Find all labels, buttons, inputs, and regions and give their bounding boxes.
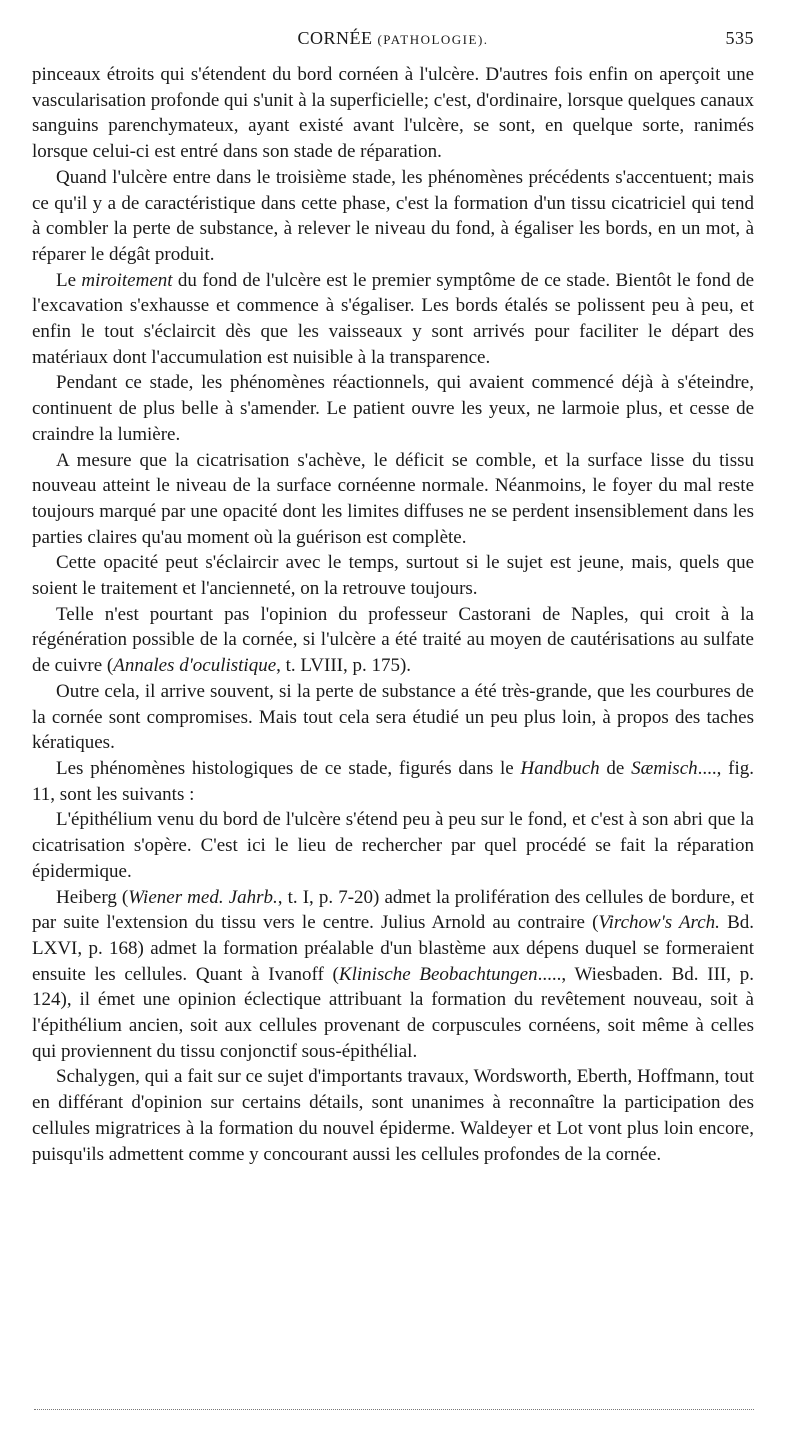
paragraph-11-c: ....., Wiesbaden. Bd. III, p. 124), il émet une opinion éclectique attribuant la formation du revêtement nouveau, soit à l'épithélium ancien, soit aux cellules provenant de corpuscules cornéens, soit même à celles qui proviennent du tissu conjonctif sous-épithélial. xyxy=(32,963,754,1062)
page-number: 535 xyxy=(725,28,754,48)
paragraph-3 xyxy=(32,268,754,371)
header-title xyxy=(32,28,754,49)
paragraph-11 xyxy=(32,885,754,1065)
paragraph-7-tail: , t. LVIII, p. 175). xyxy=(276,655,412,677)
paragraph-4: Pendant ce stade, les phénomènes réactionnels, qui avaient commencé déjà à s'éteindre, continuent de plus belle à s'amender. Le patient ouvre les yeux, ne larmoie plus, et cesse de craindre la lumière. xyxy=(32,372,754,445)
paragraph-6: Cette opacité peut s'éclaircir avec le temps, surtout si le sujet est jeune, mais, quels que soient le traitement et l'ancienneté, on la retrouve toujours. xyxy=(32,552,754,600)
citation-saemisch: Sæmisch xyxy=(631,757,698,779)
paragraph-9-tail: ...., fig. 11, sont les suivants : xyxy=(32,757,754,805)
paragraph-3-emphasis: miroitement xyxy=(81,269,173,291)
paragraph-7 xyxy=(32,602,754,679)
paragraph-1: pinceaux étroits qui s'étendent du bord cornéen à l'ulcère. D'autres fois enfin on aperçoit une vascularisation profonde qui s'unit à la superficielle; c'est, d'ordinaire, lorsque quelques canaux sanguins parenchymateux, ayant existé avant l'ulcère, se sont, en quelque sorte, ranimés lorsque celui-ci est entré dans son stade de réparation. xyxy=(32,64,755,163)
paragraph-3-lead: Le xyxy=(56,269,82,291)
paragraph-3-body: Bientôt le fond de l'excavation s'exhausse et commence à s'égaliser. Les bords étalés se polissent peu à peu, et enfin le tout s'éclaircit dès que les vaisseaux y sont arrivés pour faciliter le départ des matériaux dont l'accumulation est nuisible à la transparence. xyxy=(32,269,755,368)
citation-klinische: Klinische Beobachtungen xyxy=(338,963,538,985)
citation-annales: Annales d'oculistique xyxy=(113,655,277,677)
paragraph-5: A mesure que la cicatrisation s'achève, le déficit se comble, et la surface lisse du tissu nouveau atteint le niveau de la surface cornéenne normale. Néanmoins, le foyer du mal reste toujours marqué par une opacité dont les limites diffuses ne se perdent insensiblement dans les parties claires qu'au moment où la guérison est complète. xyxy=(32,449,754,548)
paragraph-9-mid: de xyxy=(599,757,632,779)
paragraph-11-b: Bd. LXVI, p. 168) admet la formation préalable d'un blastème aux dépens duquel se formeraient ensuite les cellules. Quant à Ivanoff ( xyxy=(32,912,754,985)
paragraph-10: L'épithélium venu du bord de l'ulcère s'étend peu à peu sur le fond, et c'est à son abri que la cicatrisation s'opère. C'est ici le lieu de rechercher par quel procédé se fait la réparation épidermique. xyxy=(32,809,754,882)
paragraph-11-lead: Heiberg ( xyxy=(56,886,129,908)
paragraph-3-lead-tail: du fond de l'ulcère est le premier symptôme de ce stade. xyxy=(172,269,616,291)
body-text xyxy=(32,62,754,1167)
header-title-sub: (PATHOLOGIE). xyxy=(377,32,489,47)
paragraph-9 xyxy=(32,756,754,807)
paragraph-12: Schalygen, qui a fait sur ce sujet d'importants travaux, Wordsworth, Eberth, Hoffmann, tout en différant d'opinion sur certains détails, sont unanimes à reconnaître la participation des cellules migratrices à la formation du nouvel épiderme. Waldeyer et Lot vont plus loin encore, puisqu'ils admettent comme y concourant aussi les cellules profondes de la cornée. xyxy=(32,1066,754,1165)
paragraph-7-text: Telle n'est pourtant pas l'opinion du professeur Castorani de Naples, qui croit à la régénération possible de la cornée, si l'ulcère a été traité au moyen de cautérisations au sulfate de cuivre ( xyxy=(32,603,754,677)
citation-handbuch: Handbuch xyxy=(520,757,600,779)
citation-virchow: Virchow's Arch. xyxy=(598,912,720,934)
paragraph-11-a: , t. I, p. 7-20) admet la prolifération des cellules de bordure, et par suite l'extension du tissu vers le centre. Julius Arnold au contraire ( xyxy=(32,886,754,934)
footer-rule xyxy=(34,1409,754,1412)
header-title-main: CORNÉE xyxy=(297,28,373,48)
paragraph-8: Outre cela, il arrive souvent, si la perte de substance a été très-grande, que les courbures de la cornée sont compromises. Mais tout cela sera étudié un peu plus loin, à propos des taches kératiques. xyxy=(32,680,754,754)
citation-wiener: Wiener med. Jahrb. xyxy=(128,886,278,908)
paragraph-2: Quand l'ulcère entre dans le troisième stade, les phénomènes précédents s'accentuent; mais ce qu'il y a de caractéristique dans cette phase, c'est la formation d'un tissu cicatriciel qui tend à combler la perte de substance, à relever le niveau du fond, à égaliser les bords, en un mot, à réparer le dégât produit. xyxy=(32,166,754,265)
running-header xyxy=(32,28,754,58)
paragraph-9-text: Les phénomènes histologiques de ce stade, figurés dans le xyxy=(56,757,521,779)
